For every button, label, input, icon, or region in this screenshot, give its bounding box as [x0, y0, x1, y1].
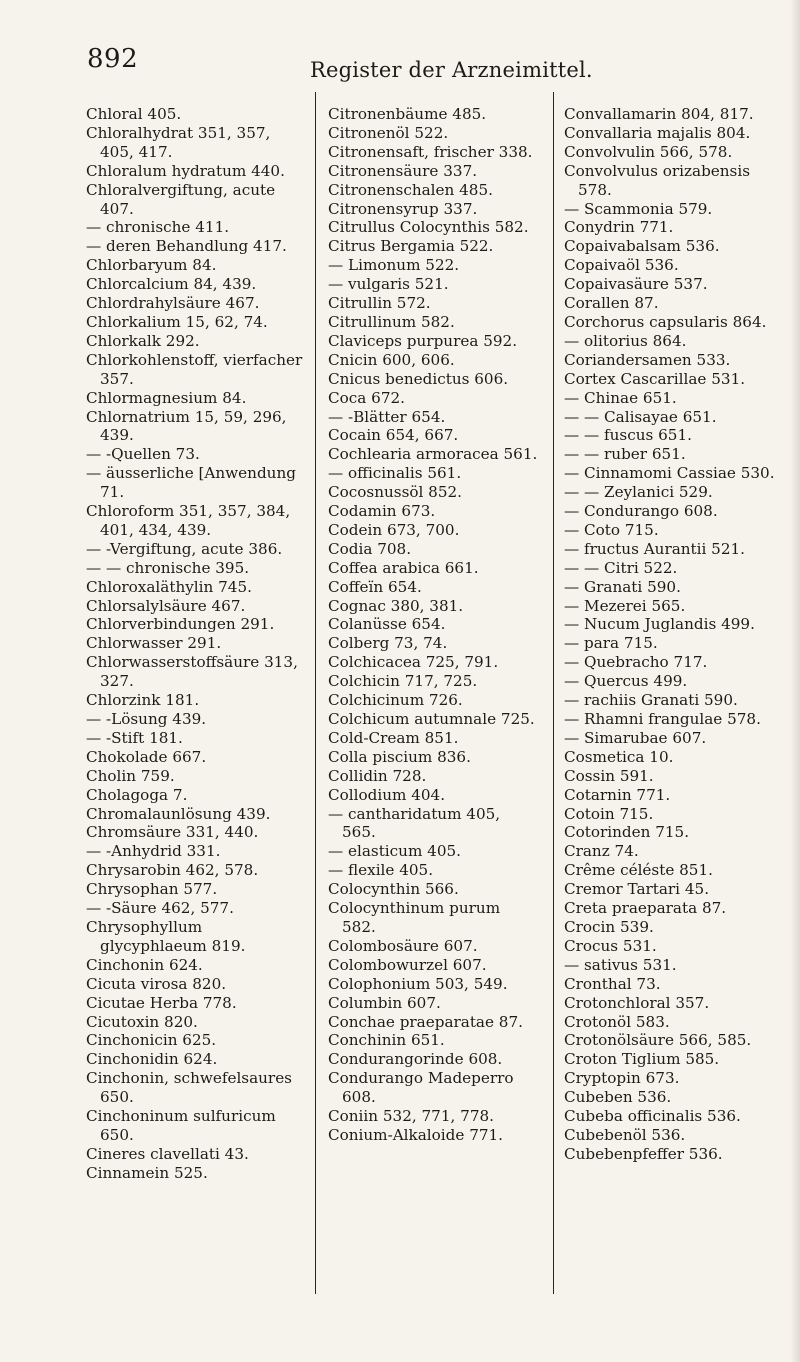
index-entry: Chlorkalium 15, 62, 74.: [86, 312, 268, 331]
page-edge-shadow: [790, 0, 800, 1362]
index-column-1: [86, 105, 308, 1183]
index-entry: Colchicacea 725, 791.: [328, 653, 499, 672]
running-title: Register der Arzneimittel.: [310, 58, 593, 82]
index-entry: Chlornatrium 15, 59, 296, 439.: [86, 407, 287, 445]
index-entry: Cinchonidin 624.: [86, 1050, 218, 1069]
index-entry: Copaivabalsam 536.: [564, 237, 720, 256]
index-entry: Codein 673, 700.: [328, 520, 460, 539]
index-entry: Collodium 404.: [328, 785, 446, 804]
index-entry: Conydrin 771.: [564, 218, 674, 237]
index-entry: Cotorinden 715.: [564, 823, 690, 842]
index-entry: — -Stift 181.: [86, 728, 183, 747]
index-entry: Cubeben 536.: [564, 1088, 672, 1107]
index-entry: Cnicus benedictus 606.: [328, 369, 509, 388]
index-entry: — olitorius 864.: [564, 331, 687, 350]
index-entry: — -Quellen 73.: [86, 445, 200, 464]
index-entry: Cremor Tartari 45.: [564, 880, 710, 899]
index-entry: Convallamarin 804, 817.: [564, 105, 754, 123]
index-entry: Chloroxaläthylin 745.: [86, 577, 252, 596]
index-entry: Collidin 728.: [328, 766, 427, 785]
index-entry: — — Citri 522.: [564, 558, 678, 577]
index-entry: Citronensaft, frischer 338.: [328, 142, 533, 161]
index-entry: Condurango Madeperro 608.: [328, 1069, 514, 1107]
index-entry: Cubebenöl 536.: [564, 1125, 686, 1144]
index-entry: Colla piscium 836.: [328, 747, 471, 766]
index-entry: Crocus 531.: [564, 936, 657, 955]
index-entry: Colombowurzel 607.: [328, 955, 487, 974]
index-entry: Cotoin 715.: [564, 804, 654, 823]
index-entry: Cholin 759.: [86, 766, 175, 785]
index-entry: Colophonium 503, 549.: [328, 974, 508, 993]
index-entry: Colchicin 717, 725.: [328, 672, 478, 691]
index-entry: — -Vergiftung, acute 386.: [86, 539, 283, 558]
index-entry: — Mezerei 565.: [564, 596, 686, 615]
index-entry: Codamin 673.: [328, 502, 436, 521]
index-entry: Coniin 532, 771, 778.: [328, 1107, 494, 1126]
index-entry: Crême céléste 851.: [564, 861, 713, 880]
index-entry: — — fuscus 651.: [564, 426, 692, 445]
index-entry: Cranz 74.: [564, 842, 639, 861]
index-entry: — rachiis Granati 590.: [564, 691, 738, 710]
index-entry: Cryptopin 673.: [564, 1069, 680, 1088]
index-entry: Convallaria majalis 804.: [564, 123, 751, 142]
index-entry: — -Anhydrid 331.: [86, 842, 221, 861]
index-entry: Cotarnin 771.: [564, 785, 671, 804]
index-entry: Chrysophan 577.: [86, 880, 218, 899]
index-entry: Conchae praeparatae 87.: [328, 1012, 523, 1031]
index-entry: Cosmetica 10.: [564, 747, 674, 766]
index-entry: Cineres clavellati 43.: [86, 1144, 249, 1163]
index-entry: Chlorkalk 292.: [86, 331, 200, 350]
index-entry: Chlorwasserstoffsäure 313, 327.: [86, 653, 298, 691]
index-column-3: [564, 105, 778, 1164]
index-entry: Colombosäure 607.: [328, 936, 478, 955]
index-entry: Citronensyrup 337.: [328, 199, 478, 218]
index-entry: Chrysophyllum glycyphlaeum 819.: [86, 917, 246, 955]
index-entry: Cocain 654, 667.: [328, 426, 459, 445]
page-number: 892: [87, 44, 139, 74]
index-entry: Citrullus Colocynthis 582.: [328, 218, 529, 237]
index-entry: Colchicum autumnale 725.: [328, 710, 535, 728]
index-entry: Chloralum hydratum 440.: [86, 161, 285, 180]
index-entry: — Quebracho 717.: [564, 653, 708, 672]
index-entry: Chlordrahylsäure 467.: [86, 294, 260, 313]
index-entry: Cochlearia armoracea 561.: [328, 445, 538, 464]
index-entry: — elasticum 405.: [328, 842, 462, 861]
column-divider: [553, 92, 554, 1294]
index-entry: Claviceps purpurea 592.: [328, 331, 518, 350]
index-entry: Cubebenpfeffer 536.: [564, 1144, 723, 1163]
index-entry: Cinnamein 525.: [86, 1163, 208, 1182]
index-entry: Codia 708.: [328, 539, 412, 558]
index-entry: — Nucum Juglandis 499.: [564, 615, 755, 634]
index-entry: Cold-Cream 851.: [328, 728, 459, 747]
index-entry: Chlorzink 181.: [86, 691, 200, 710]
index-entry: — deren Behandlung 417.: [86, 237, 287, 256]
index-entry: Corchorus capsularis 864.: [564, 312, 767, 331]
index-entry: Chromsäure 331, 440.: [86, 823, 259, 842]
index-entry: Croton Tiglium 585.: [564, 1050, 720, 1069]
index-entry: Chromalaunlösung 439.: [86, 804, 271, 823]
index-entry: Colanüsse 654.: [328, 615, 446, 634]
index-entry: Crotonchloral 357.: [564, 993, 710, 1012]
index-entry: — Condurango 608.: [564, 502, 718, 521]
index-entry: Cinchonin 624.: [86, 955, 203, 974]
index-entry: — — Calisayae 651.: [564, 407, 717, 426]
index-entry: Citronensäure 337.: [328, 161, 478, 180]
index-entry: Chlorverbindungen 291.: [86, 615, 275, 634]
index-entry: — Simarubae 607.: [564, 728, 707, 747]
index-entry: Citronenöl 522.: [328, 123, 449, 142]
index-entry: Copaivasäure 537.: [564, 275, 708, 294]
index-entry: — Limonum 522.: [328, 256, 460, 275]
index-entry: Coca 672.: [328, 388, 405, 407]
index-entry: — äusserliche [Anwendung 71.: [86, 464, 296, 502]
index-entry: Chrysarobin 462, 578.: [86, 861, 259, 880]
index-entry: Coriandersamen 533.: [564, 350, 731, 369]
index-entry: Citrus Bergamia 522.: [328, 237, 494, 256]
index-entry: Chlorsalylsäure 467.: [86, 596, 246, 615]
index-entry: Chloral 405.: [86, 105, 182, 123]
index-entry: — Rhamni frangulae 578.: [564, 710, 761, 728]
index-entry: Citronenbäume 485.: [328, 105, 487, 123]
index-entry: — — chronische 395.: [86, 558, 250, 577]
index-entry: Chlormagnesium 84.: [86, 388, 247, 407]
index-entry: Chlorwasser 291.: [86, 634, 222, 653]
index-entry: Citrullinum 582.: [328, 312, 455, 331]
index-entry: Cnicin 600, 606.: [328, 350, 455, 369]
index-entry: Cocosnussöl 852.: [328, 483, 463, 502]
index-entry: — -Lösung 439.: [86, 710, 207, 728]
index-entry: Cognac 380, 381.: [328, 596, 464, 615]
index-column-2: [328, 105, 538, 1145]
index-entry: Citronenschalen 485.: [328, 180, 493, 199]
index-entry: Cicutoxin 820.: [86, 1012, 198, 1031]
index-entry: — chronische 411.: [86, 218, 230, 237]
index-entry: Coffeïn 654.: [328, 577, 422, 596]
index-entry: Cinchonicin 625.: [86, 1031, 217, 1050]
index-entry: Chloralhydrat 351, 357, 405, 417.: [86, 123, 271, 161]
index-entry: Creta praeparata 87.: [564, 899, 727, 918]
index-entry: — vulgaris 521.: [328, 275, 449, 294]
index-entry: Cossin 591.: [564, 766, 654, 785]
index-entry: — Chinae 651.: [564, 388, 677, 407]
index-entry: — — ruber 651.: [564, 445, 686, 464]
index-entry: Conchinin 651.: [328, 1031, 445, 1050]
index-entry: Crocin 539.: [564, 917, 654, 936]
index-entry: Columbin 607.: [328, 993, 441, 1012]
index-entry: Corallen 87.: [564, 294, 659, 313]
index-entry: — Scammonia 579.: [564, 199, 713, 218]
index-entry: — -Säure 462, 577.: [86, 899, 234, 918]
index-entry: Cicuta virosa 820.: [86, 974, 227, 993]
index-entry: Chlorbaryum 84.: [86, 256, 217, 275]
index-entry: — Cinnamomi Cassiae 530.: [564, 464, 775, 483]
index-entry: Conium-Alkaloide 771.: [328, 1125, 504, 1144]
index-entry: Copaivaöl 536.: [564, 256, 679, 275]
index-entry: Colberg 73, 74.: [328, 634, 448, 653]
index-entry: — cantharidatum 405, 565.: [328, 804, 501, 842]
index-entry: Chloroform 351, 357, 384, 401, 434, 439.: [86, 502, 291, 539]
index-entry: Cinchonin, schwefelsaures 650.: [86, 1069, 292, 1107]
index-entry: — fructus Aurantii 521.: [564, 539, 745, 558]
index-entry: Cholagoga 7.: [86, 785, 188, 804]
index-entry: — para 715.: [564, 634, 658, 653]
index-entry: Cinchoninum sulfuricum 650.: [86, 1107, 276, 1144]
index-entry: Crotonöl 583.: [564, 1012, 670, 1031]
index-entry: Cronthal 73.: [564, 974, 661, 993]
column-divider: [315, 92, 316, 1294]
index-entry: Colocynthinum purum 582.: [328, 899, 501, 936]
index-entry: Colocynthin 566.: [328, 880, 459, 899]
index-entry: Chlorcalcium 84, 439.: [86, 275, 257, 294]
index-entry: Convolvulin 566, 578.: [564, 142, 733, 161]
index-entry: Crotonölsäure 566, 585.: [564, 1031, 752, 1050]
index-entry: — Coto 715.: [564, 520, 659, 539]
index-entry: Chloralvergiftung, acute 407.: [86, 180, 276, 218]
index-entry: Condurangorinde 608.: [328, 1050, 503, 1069]
index-entry: Cortex Cascarillae 531.: [564, 369, 746, 388]
index-entry: — Quercus 499.: [564, 672, 688, 691]
index-entry: — Granati 590.: [564, 577, 681, 596]
index-entry: — flexile 405.: [328, 861, 434, 880]
index-entry: — officinalis 561.: [328, 464, 462, 483]
index-entry: Coffea arabica 661.: [328, 558, 479, 577]
index-entry: — -Blätter 654.: [328, 407, 446, 426]
index-entry: Cicutae Herba 778.: [86, 993, 237, 1012]
index-entry: Colchicinum 726.: [328, 691, 463, 710]
index-entry: — sativus 531.: [564, 955, 677, 974]
index-entry: — — Zeylanici 529.: [564, 483, 713, 502]
index-entry: Chokolade 667.: [86, 747, 207, 766]
index-entry: Chlorkohlenstoff, vierfacher 357.: [86, 350, 303, 388]
index-entry: Citrullin 572.: [328, 294, 431, 313]
index-entry: Convolvulus orizabensis 578.: [564, 161, 751, 199]
index-entry: Cubeba officinalis 536.: [564, 1107, 741, 1126]
